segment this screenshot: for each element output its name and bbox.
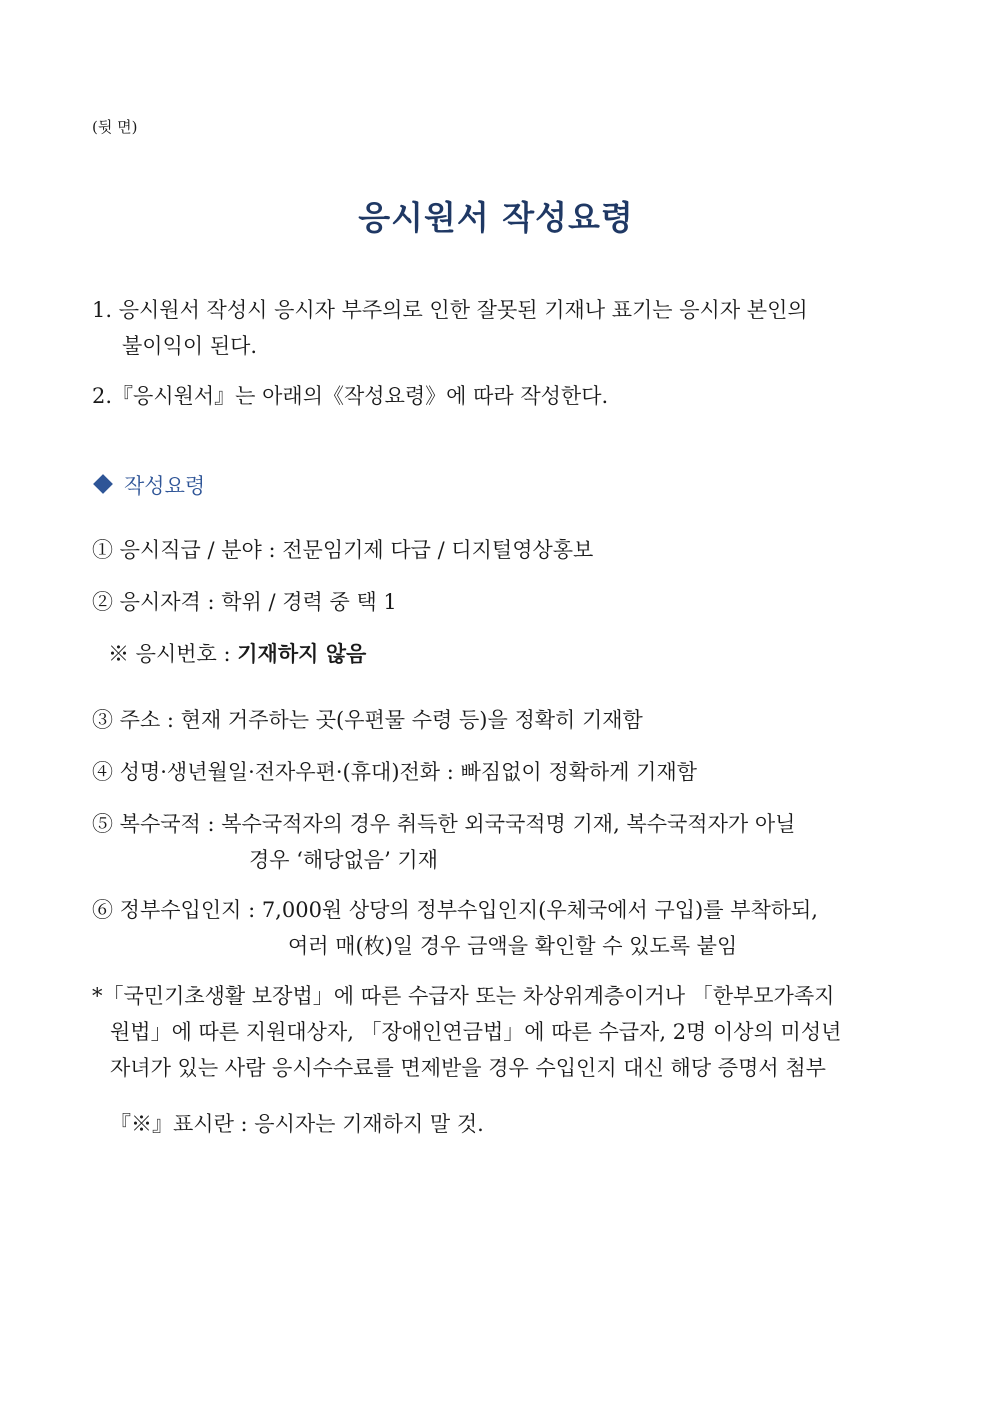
intro-item-1-line-1: [92, 292, 898, 328]
footnote-line-1: *「국민기초생활 보장법」에 따른 수급자 또는 차상위계층이거나 「한부모가족지: [92, 984, 835, 1008]
intro-item-1: [92, 292, 898, 364]
intro-item-1-line-2: 불이익이 된다.: [122, 334, 258, 358]
guide-item-6: [92, 892, 898, 964]
diamond-bullet-icon: [93, 474, 113, 494]
guide-item-2: ② 응시자격 : 학위 / 경력 중 택 1: [92, 590, 397, 614]
guide-item-1: ① 응시직급 / 분야 : 전문임기제 다급 / 디지털영상홍보: [92, 538, 594, 562]
exam-number-note-label: ※ 응시번호 :: [108, 642, 238, 666]
fee-exemption-footnote: [92, 978, 898, 1086]
guide-item-6-line-1: ⑥ 정부수입인지 : 7,000원 상당의 정부수입인지(우체국에서 구입)를 부착하되,: [92, 898, 818, 922]
guide-item-6-line-2: 여러 매(枚)일 경우 금액을 확인할 수 있도록 붙임: [288, 934, 738, 958]
footnote-line-3: 자녀가 있는 사람 응시수수료를 면제받을 경우 수입인지 대신 해당 증명서 첨부: [110, 1056, 826, 1080]
page-title: 응시원서 작성요령: [358, 198, 634, 237]
guide-item-4: ④ 성명·생년월일·전자우편·(휴대)전화 : 빠짐없이 정확하게 기재함: [92, 760, 698, 784]
section-heading-label: 작성요령: [124, 474, 206, 498]
intro-item-2: 2.『응시원서』는 아래의《작성요령》에 따라 작성한다.: [92, 384, 609, 408]
guide-item-3: ③ 주소 : 현재 거주하는 곳(우편물 수령 등)을 정확히 기재함: [92, 708, 643, 732]
guide-item-5: [92, 806, 898, 878]
guide-item-5-line-2: 경우 ‘해당없음’ 기재: [249, 848, 438, 872]
final-note: 『※』표시란 : 응시자는 기재하지 말 것.: [110, 1112, 484, 1136]
intro-item-1-text: 1. 응시원서 작성시 응시자 부주의로 인한 잘못된 기재나 표기는 응시자 본인의: [92, 298, 808, 322]
guide-item-5-line-1: ⑤ 복수국적 : 복수국적자의 경우 취득한 외국국적명 기재, 복수국적자가 아닐: [92, 812, 796, 836]
back-page-label: (뒷 면): [92, 118, 138, 136]
exam-number-note: [108, 636, 366, 672]
exam-number-note-emphasis: 기재하지 않음: [237, 642, 367, 666]
footnote-line-2: 원법」에 따른 지원대상자, 「장애인연금법」에 따른 수급자, 2명 이상의 미성년: [110, 1020, 842, 1044]
section-heading: [92, 470, 205, 500]
